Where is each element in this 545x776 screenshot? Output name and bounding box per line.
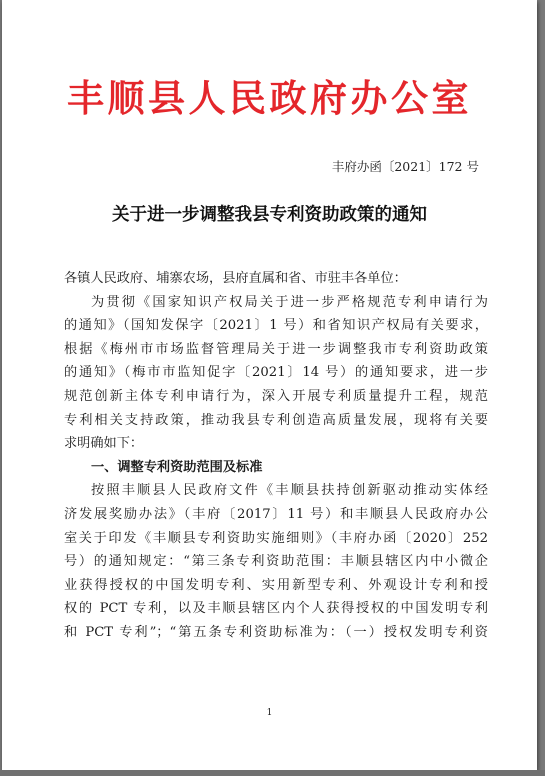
paragraph-line: 为贯彻《国家知识产权局关于进一步严格规范专利申请行为	[91, 294, 488, 310]
paragraph-line: 业获得授权的中国发明专利、实用新型专利、外观设计专利和授	[64, 577, 488, 593]
paragraph-line: 权的 PCT 专利，以及丰顺县辖区内个人获得授权的中国发明专利	[64, 601, 488, 617]
paragraph-line: 求明确如下：	[64, 436, 144, 452]
document-number: 丰府办函〔2021〕172 号	[331, 159, 479, 174]
paragraph-line: 按照丰顺县人民政府文件《丰顺县扶持创新驱动推动实体经	[91, 483, 488, 499]
paragraph-line: 的通知》（梅市市监知促字〔2021〕14 号）的通知要求，进一步	[64, 365, 488, 381]
salutation-line: 各镇人民政府、埔寨农场，县府直属和省、市驻丰各单位：	[64, 271, 407, 286]
viewer-gutter	[0, 770, 545, 776]
document-body	[64, 267, 488, 645]
paragraph-line: 济发展奖励办法》（丰府〔2017〕11 号）和丰顺县人民政府办公	[64, 506, 488, 522]
org-masthead-title: 丰顺县人民政府办公室	[67, 77, 472, 120]
paragraph-line: 号）的通知规定：“第三条专利资助范围：丰顺县辖区内中小微企	[64, 554, 488, 570]
paragraph-line: 规范创新主体专利申请行为，深入开展专利质量提升工程，规范	[64, 388, 488, 404]
document-title: 关于进一步调整我县专利资助政策的通知	[112, 205, 427, 225]
paragraph-line: 的通知》（国知发保字〔2021〕1 号）和省知识产权局有关要求，	[64, 318, 488, 334]
paragraph-line: 和 PCT 专利”；“第五条专利资助标准为：（一）授权发明专利资	[64, 624, 488, 640]
section-heading: 一、调整专利资助范围及标准	[91, 459, 263, 475]
paragraph-line: 室关于印发《丰顺县专利资助实施细则》（丰府办函〔2020〕252	[64, 530, 488, 546]
paragraph-line: 专利相关支持政策，推动我县专利创造高质量发展，现将有关要	[64, 412, 488, 428]
paragraph-line: 根据《梅州市市场监督管理局关于进一步调整我市专利资助政策	[64, 341, 488, 357]
document-page	[2, 0, 537, 770]
page-number: 1	[266, 708, 273, 718]
